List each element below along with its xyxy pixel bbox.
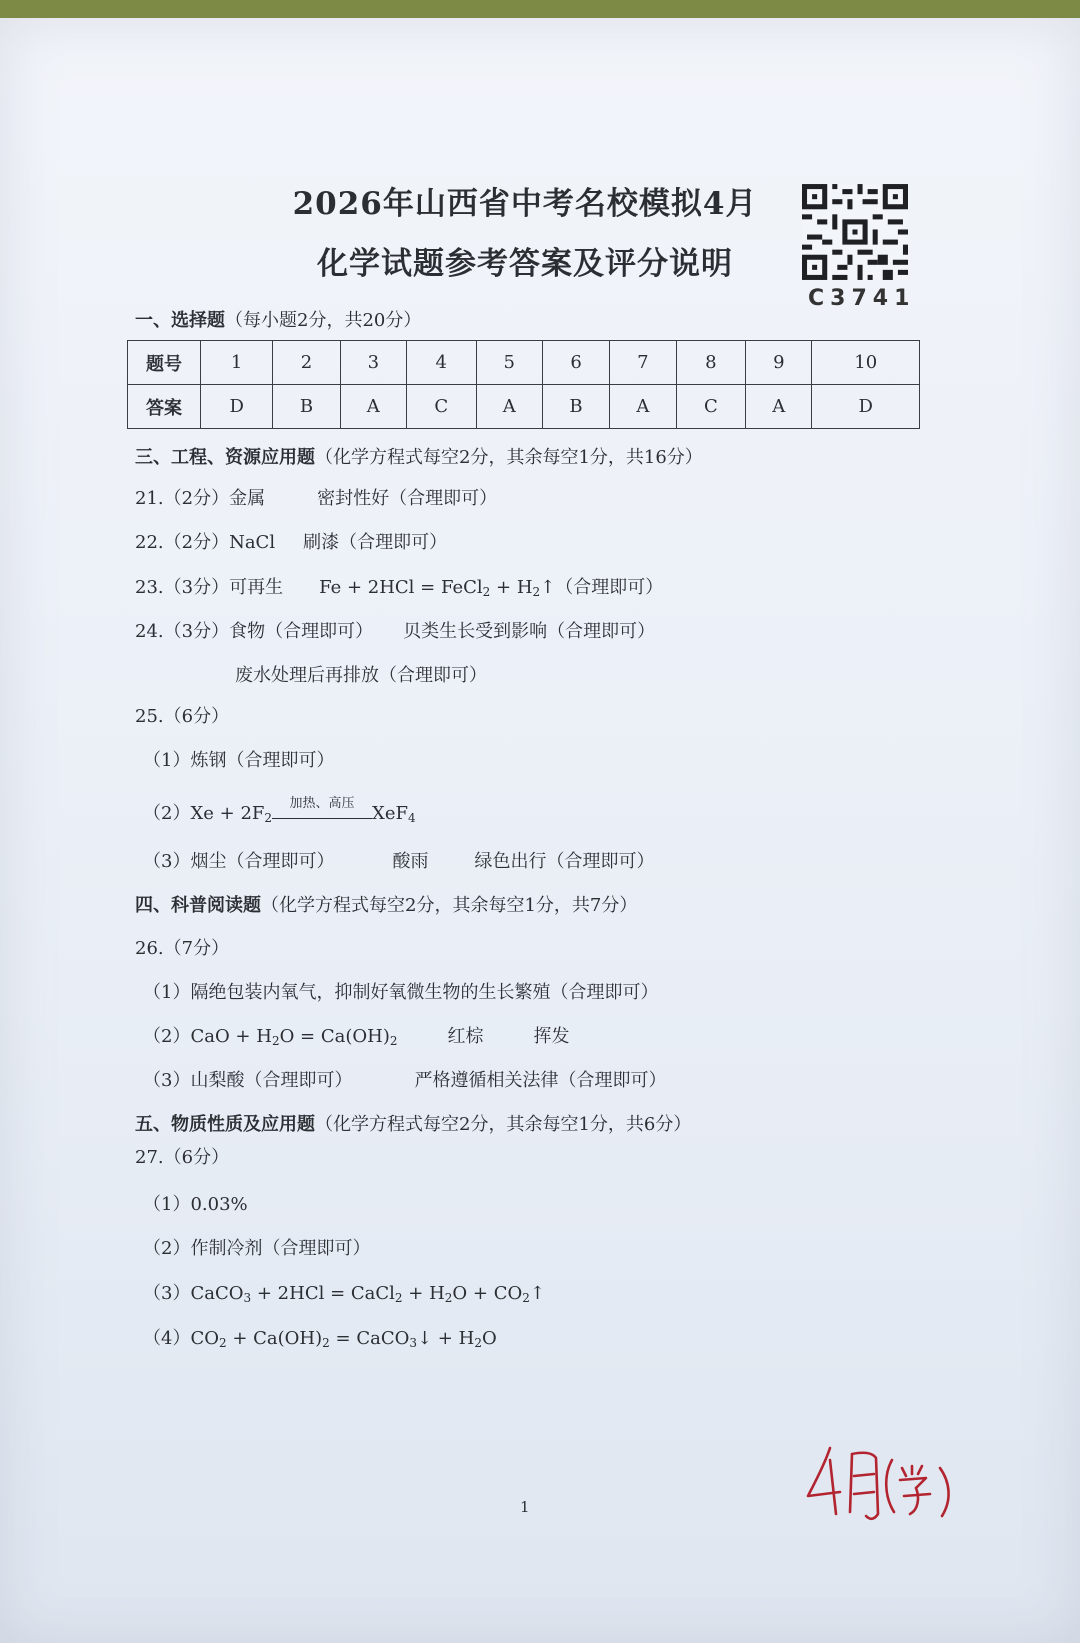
answer-25-number [135,702,229,728]
table-cell: 4 [406,341,476,385]
answer-text: 废水处理后再排放（合理即可） [235,665,487,686]
table-row-label: 答案 [128,385,201,429]
table-cell: 3 [340,341,406,385]
table-row-numbers [128,341,920,385]
answer-text: 红棕 [447,1026,484,1047]
handwritten-note [800,1440,960,1530]
answer-text: NaCl [229,532,276,553]
answer-25-3 [143,847,654,873]
section5-heading: 五、物质性质及应用题 [135,1114,315,1135]
equation: CaO + $H_2O = Ca(OH)_2$ [190,1026,398,1048]
answer-text: 严格遵循相关法律（合理即可） [414,1070,667,1091]
question-number: 25.（6分） [135,706,230,727]
equation: Fe + 2HCl = FeCl$_2$ + $H_2↑$（合理即可） [319,577,664,599]
table-cell: A [746,385,812,429]
table-cell: 8 [676,341,746,385]
answer-25-1 [143,746,334,772]
answer-text: （1）炼钢（合理即可） [143,750,335,771]
answer-26-1 [143,978,658,1004]
answer-text: 挥发 [533,1026,570,1047]
answer-text: 可再生 [229,577,284,598]
table-cell: C [676,385,746,429]
equation: $Xe + 2F_2$ 加热、高压 XeF$_4$ [190,796,416,825]
document-title-line2: 化学试题参考答案及评分说明 [317,246,733,282]
answer-24-line2 [235,661,487,687]
table-cell: B [273,385,340,429]
answer-text: （2）作制冷剂（合理即可） [143,1238,371,1259]
table-cell: 10 [812,341,920,385]
answer-text: 食物（合理即可） [229,621,374,642]
table-cell: A [610,385,676,429]
answer-27-3: （3）CaCO$_3$ + 2HCl = CaCl$_2$ + $H_2O$ + $CO_2↑$ [143,1283,545,1305]
table-cell: B [542,385,609,429]
answer-text: （1）0.03% [143,1194,248,1215]
section1-note: （每小题2分，共20分） [225,310,422,331]
table-cell: 1 [201,341,273,385]
reaction-condition-arrow: 加热、高压 [272,808,372,819]
qr-code-icon[interactable] [802,184,908,280]
answer-text: 贝类生长受到影响（合理即可） [403,621,656,642]
qr-code-label: C3741 [808,286,916,311]
answer-text: （1）隔绝包装内氧气，抑制好氧微生物的生长繁殖（合理即可） [143,982,659,1003]
section5-note: （化学方程式每空2分，其余每空1分，共6分） [315,1114,692,1135]
section1-heading: 一、选择题 [135,310,225,331]
answer-text: 密封性好（合理即可） [317,488,498,509]
table-cell: D [201,385,273,429]
answer-27-2 [143,1234,370,1260]
answer-23 [135,573,663,599]
question-number: 26.（7分） [135,938,230,959]
section4-note: （化学方程式每空2分，其余每空1分，共7分） [261,895,638,916]
table-cell: C [406,385,476,429]
answer-text: 酸雨 [392,851,429,872]
answer-24 [135,617,655,643]
section5-heading-line [135,1110,691,1136]
question-number: 23.（3分） [135,577,230,598]
equation: $CO_2 + Ca(OH)_2$ = CaCO$_3$↓ + $H_2O$ [190,1328,497,1350]
answer-26-3 [143,1066,666,1092]
answer-22 [135,528,447,554]
table-cell: A [476,385,542,429]
answer-text: （3）烟尘（合理即可） [143,851,335,872]
answer-27-1 [143,1190,248,1216]
section3-note: （化学方程式每空2分，其余每空1分，共16分） [315,447,703,468]
document-title-line1: 2026年山西省中考名校模拟4月 [292,186,758,222]
question-number: 27.（6分） [135,1147,230,1168]
answer-text: 绿色出行（合理即可） [474,851,655,872]
answer-text: （3）山梨酸（合理即可） [143,1070,353,1091]
table-cell: 9 [746,341,812,385]
table-cell: 7 [610,341,676,385]
table-cell: D [812,385,920,429]
answer-21 [135,484,497,510]
table-cell: A [340,385,406,429]
answer-27-4: $(4)CO_2 + Ca(OH)_2$ = CaCO$_3$↓ + $H_2O$ [143,1328,497,1350]
answer-table [127,340,920,429]
answer-text: 金属 [229,488,266,509]
section3-heading-line [135,443,703,469]
table-row-label: 题号 [128,341,201,385]
equation: CaCO$_3$ + 2HCl = CaCl$_2$ + $H_2O$ + $CO_2↑$ [190,1283,545,1305]
page-number: 1 [520,1498,530,1516]
table-row-answers [128,385,920,429]
question-number: 22.（2分） [135,532,230,553]
answer-25-2: $(2)Xe + 2F_2$ 加热、高压 XeF$_4$ [143,796,416,825]
section4-heading-line [135,891,637,917]
answer-26-2: $(2)CaO + H_2O = Ca(OH)_2$ 红棕 挥发 [143,1026,570,1048]
question-number: 24.（3分） [135,621,230,642]
section4-heading: 四、科普阅读题 [135,895,261,916]
section3-heading: 三、工程、资源应用题 [135,447,315,468]
answer-26-number [135,934,229,960]
table-cell: 2 [273,341,340,385]
answer-text: 刷漆（合理即可） [303,532,448,553]
answer-27-number [135,1143,229,1169]
section1-heading-line [135,306,421,332]
table-cell: 6 [542,341,609,385]
question-number: 21.（2分） [135,488,230,509]
table-cell: 5 [476,341,542,385]
